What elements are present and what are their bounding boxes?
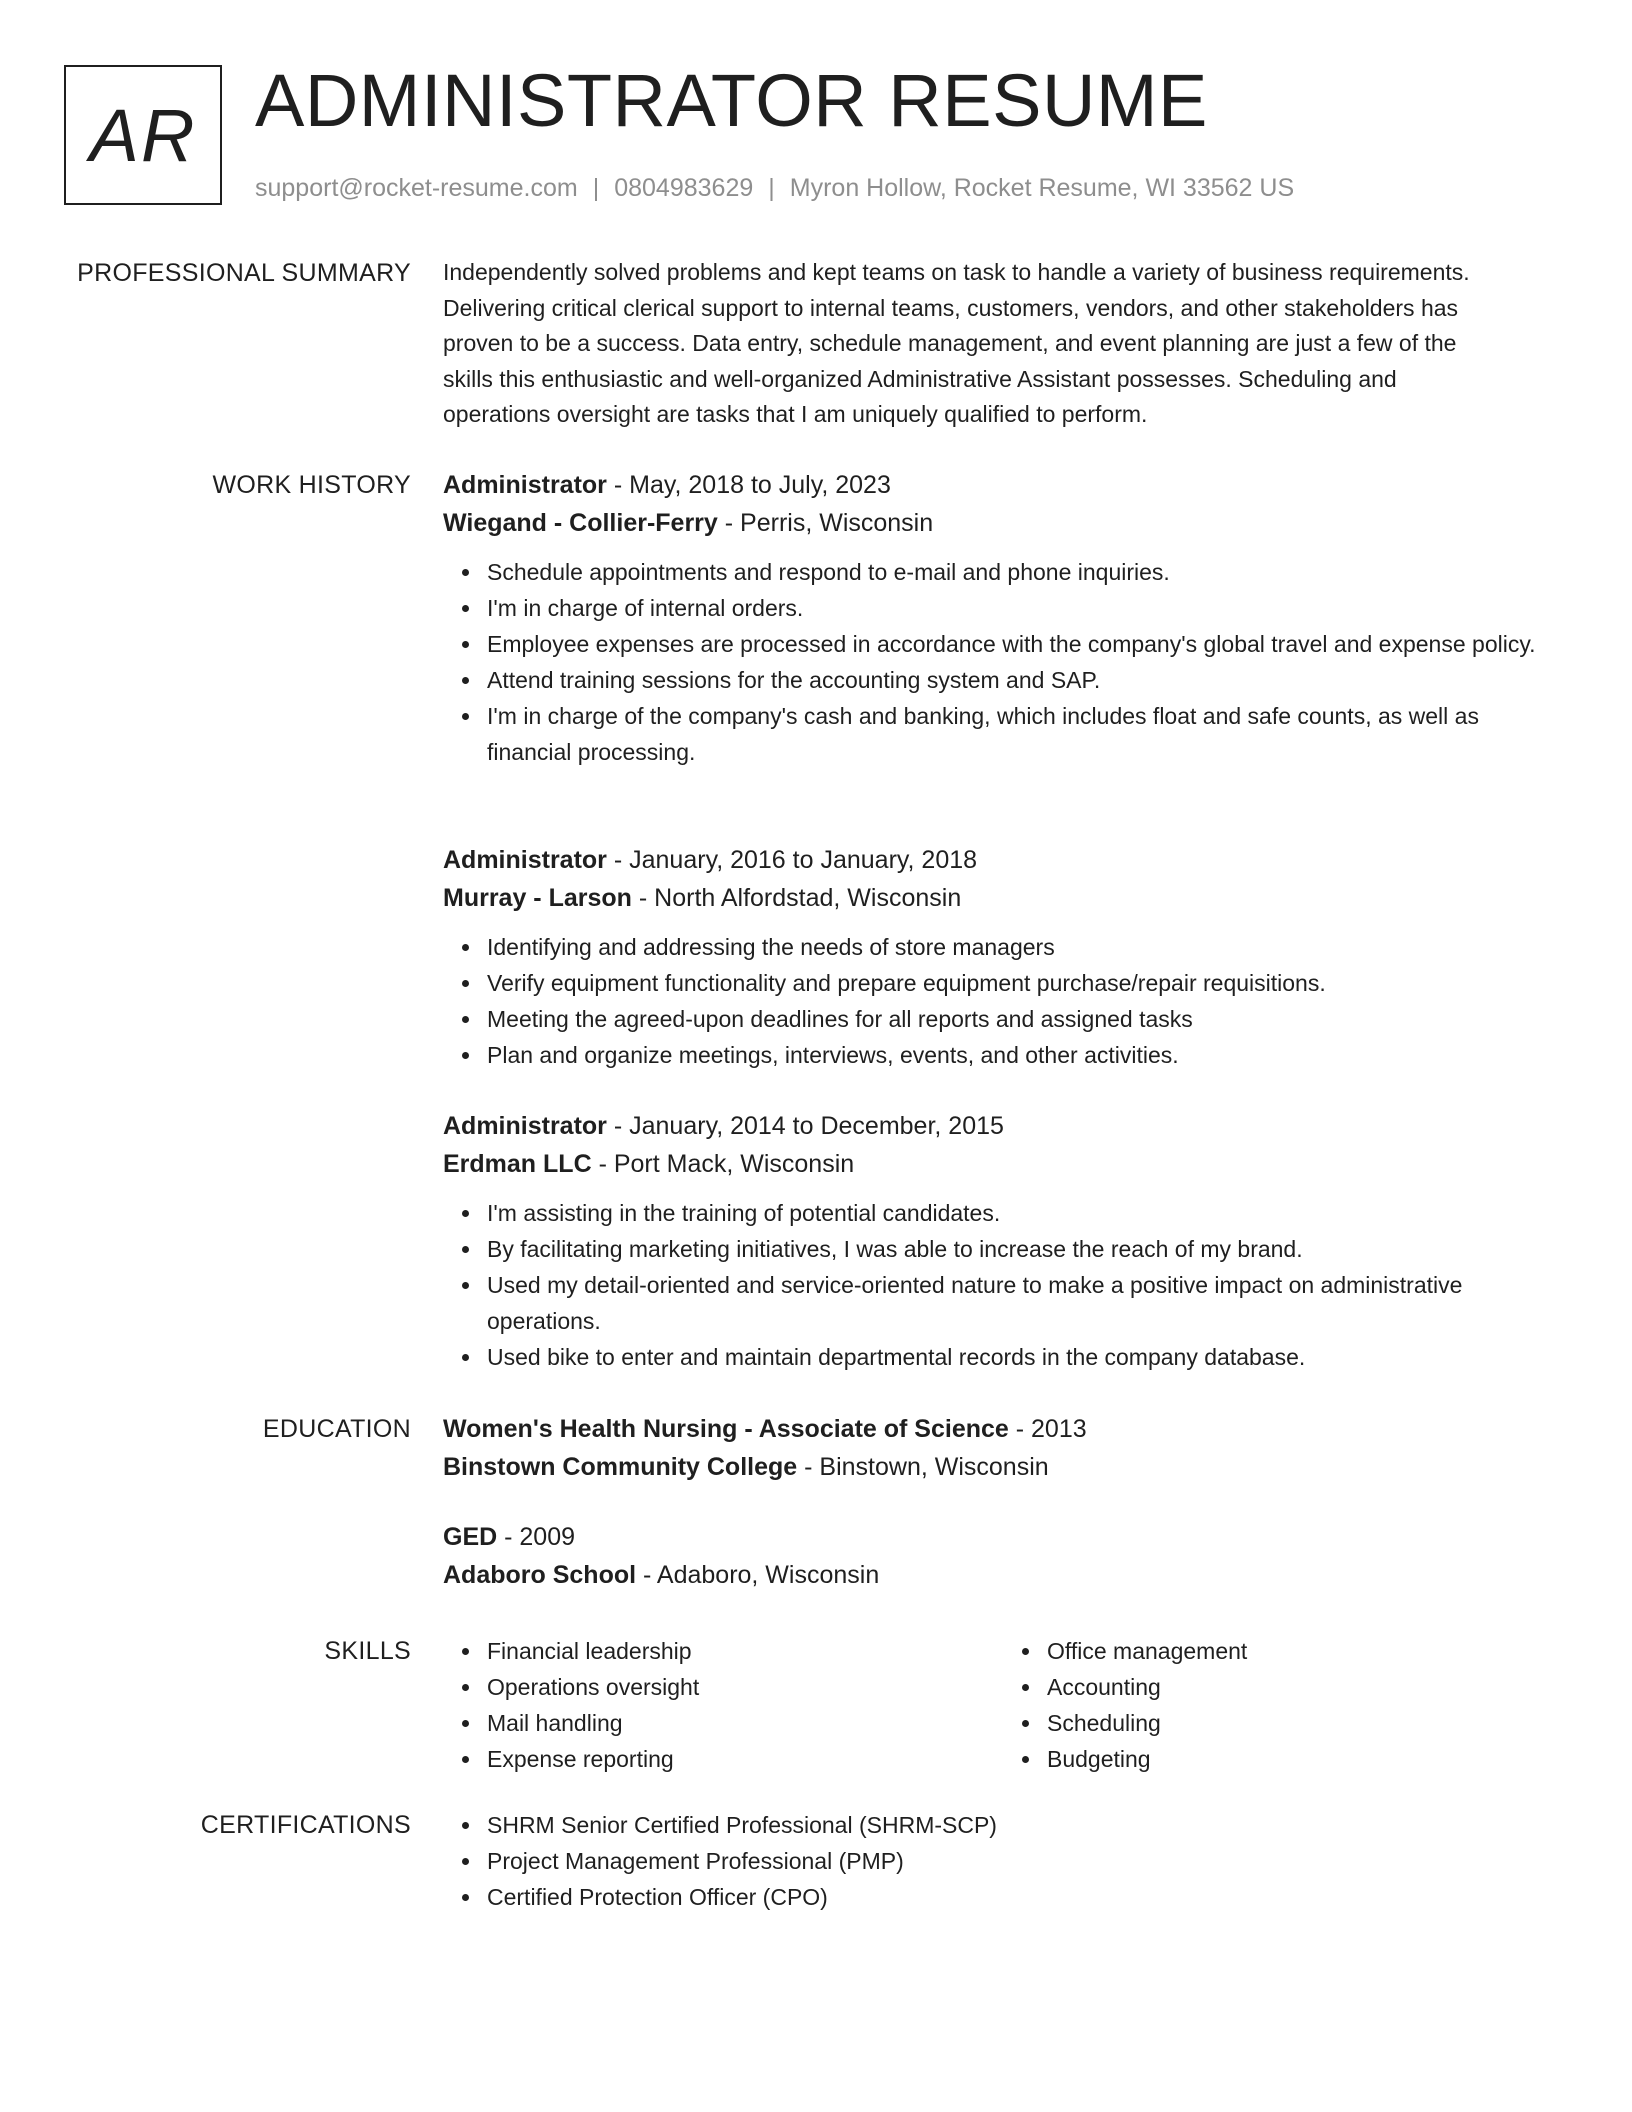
job-role-line <box>443 466 1563 504</box>
section-title-skills: SKILLS <box>324 1637 411 1665</box>
skill-item: Office management <box>1047 1633 1563 1669</box>
job-location: - Perris, Wisconsin <box>717 509 934 537</box>
job-role: Administrator <box>443 471 607 499</box>
education-year: - 2013 <box>1008 1415 1087 1443</box>
job-duties-list <box>443 1195 1563 1375</box>
skill-item: Accounting <box>1047 1669 1563 1705</box>
job-dates: - May, 2018 to July, 2023 <box>606 471 891 499</box>
education-school-line <box>443 1556 1563 1594</box>
education-entry <box>443 1518 1563 1594</box>
certification-item: Project Management Professional (PMP) <box>487 1843 1563 1879</box>
certifications-list <box>443 1807 1563 1915</box>
certification-item: Certified Protection Officer (CPO) <box>487 1879 1563 1915</box>
contact-separator: | <box>592 174 600 202</box>
section-title-education: EDUCATION <box>262 1415 411 1443</box>
job-role-line <box>443 841 1563 879</box>
list-item: I'm in charge of internal orders. <box>487 590 1563 626</box>
education-school: Binstown Community College <box>443 1453 798 1481</box>
job-role: Administrator <box>443 846 607 874</box>
job-location: - Port Mack, Wisconsin <box>591 1150 855 1178</box>
contact-address: Myron Hollow, Rocket Resume, WI 33562 US <box>789 174 1295 202</box>
job-location: - North Alfordstad, Wisconsin <box>631 884 962 912</box>
job-company-line <box>443 879 1563 917</box>
skill-item: Scheduling <box>1047 1705 1563 1741</box>
job-company-line <box>443 504 1563 542</box>
education-school: Adaboro School <box>443 1561 637 1589</box>
job-company: Wiegand - Collier-Ferry <box>443 509 718 537</box>
list-item: I'm assisting in the training of potential candidates. <box>487 1195 1563 1231</box>
monogram-badge <box>64 65 222 205</box>
list-item: Used bike to enter and maintain departmental records in the company database. <box>487 1339 1563 1375</box>
education-degree: GED <box>443 1523 498 1551</box>
job-role: Administrator <box>443 1112 607 1140</box>
job-dates: - January, 2014 to December, 2015 <box>606 1112 1004 1140</box>
job-entry <box>443 466 1563 770</box>
list-item: Verify equipment functionality and prepare equipment purchase/repair requisitions. <box>487 965 1563 1001</box>
education-degree-line <box>443 1518 1563 1556</box>
job-entry <box>443 1107 1563 1375</box>
list-item: Employee expenses are processed in accordance with the company's global travel and expense policy. <box>487 626 1563 662</box>
contact-email[interactable]: support@rocket-resume.com <box>255 174 578 202</box>
skills-list-left <box>443 1633 1003 1777</box>
resume-title: ADMINISTRATOR RESUME <box>255 59 1208 142</box>
certification-item: SHRM Senior Certified Professional (SHRM-SCP) <box>487 1807 1563 1843</box>
job-company-line <box>443 1145 1563 1183</box>
education-location: - Binstown, Wisconsin <box>797 1453 1049 1481</box>
job-dates: - January, 2016 to January, 2018 <box>606 846 978 874</box>
skill-item: Mail handling <box>487 1705 1003 1741</box>
list-item: Meeting the agreed-upon deadlines for all reports and assigned tasks <box>487 1001 1563 1037</box>
skill-item: Financial leadership <box>487 1633 1003 1669</box>
skill-item: Expense reporting <box>487 1741 1003 1777</box>
contact-separator: | <box>768 174 775 202</box>
education-school-line <box>443 1448 1563 1486</box>
list-item: Used my detail-oriented and service-oriented nature to make a positive impact on administrative operations. <box>487 1267 1563 1339</box>
skills-columns <box>443 1633 1563 1777</box>
education-entry <box>443 1410 1563 1486</box>
job-entry <box>443 841 1563 1073</box>
education-year: - 2009 <box>497 1523 576 1551</box>
summary-body <box>443 255 1563 433</box>
job-company: Erdman LLC <box>443 1150 592 1178</box>
list-item: Plan and organize meetings, interviews, events, and other activities. <box>487 1037 1563 1073</box>
job-duties-list <box>443 929 1563 1073</box>
list-item: By facilitating marketing initiatives, I was able to increase the reach of my brand. <box>487 1231 1563 1267</box>
summary-line: Independently solved problems and kept teams on task to handle a variety of business requirements. <box>443 259 1470 285</box>
list-item: I'm in charge of the company's cash and banking, which includes float and safe counts, as well as financial processing. <box>487 698 1563 770</box>
summary-line: skills this enthusiastic and well-organized Administrative Assistant possesses. Scheduling and <box>443 365 1397 392</box>
list-item: Attend training sessions for the accounting system and SAP. <box>487 662 1563 698</box>
job-duties-list <box>443 554 1563 770</box>
skills-list-right <box>1003 1633 1563 1777</box>
summary-line: Delivering critical clerical support to internal teams, customers, vendors, and other stakeholders has <box>443 294 1459 321</box>
education-location: - Adaboro, Wisconsin <box>636 1561 880 1589</box>
education-degree-line <box>443 1410 1563 1448</box>
section-title-work-history: WORK HISTORY <box>212 471 411 499</box>
section-title-summary: PROFESSIONAL SUMMARY <box>77 259 411 287</box>
certifications-body <box>443 1807 1563 1915</box>
summary-line: proven to be a success. Data entry, schedule management, and event planning are just a few of the <box>443 330 1457 357</box>
contact-line <box>255 172 1294 204</box>
section-title-certifications: CERTIFICATIONS <box>200 1811 411 1839</box>
job-company: Murray - Larson <box>443 884 632 912</box>
job-role-line <box>443 1107 1563 1145</box>
skill-item: Budgeting <box>1047 1741 1563 1777</box>
education-degree: Women's Health Nursing - Associate of Science <box>443 1415 1009 1443</box>
list-item: Schedule appointments and respond to e-mail and phone inquiries. <box>487 554 1563 590</box>
list-item: Identifying and addressing the needs of store managers <box>487 929 1563 965</box>
contact-phone[interactable]: 0804983629 <box>614 174 754 202</box>
summary-line: operations oversight are tasks that I am uniquely qualified to perform. <box>443 401 1148 428</box>
skill-item: Operations oversight <box>487 1669 1003 1705</box>
monogram-initials: AR <box>89 93 197 177</box>
